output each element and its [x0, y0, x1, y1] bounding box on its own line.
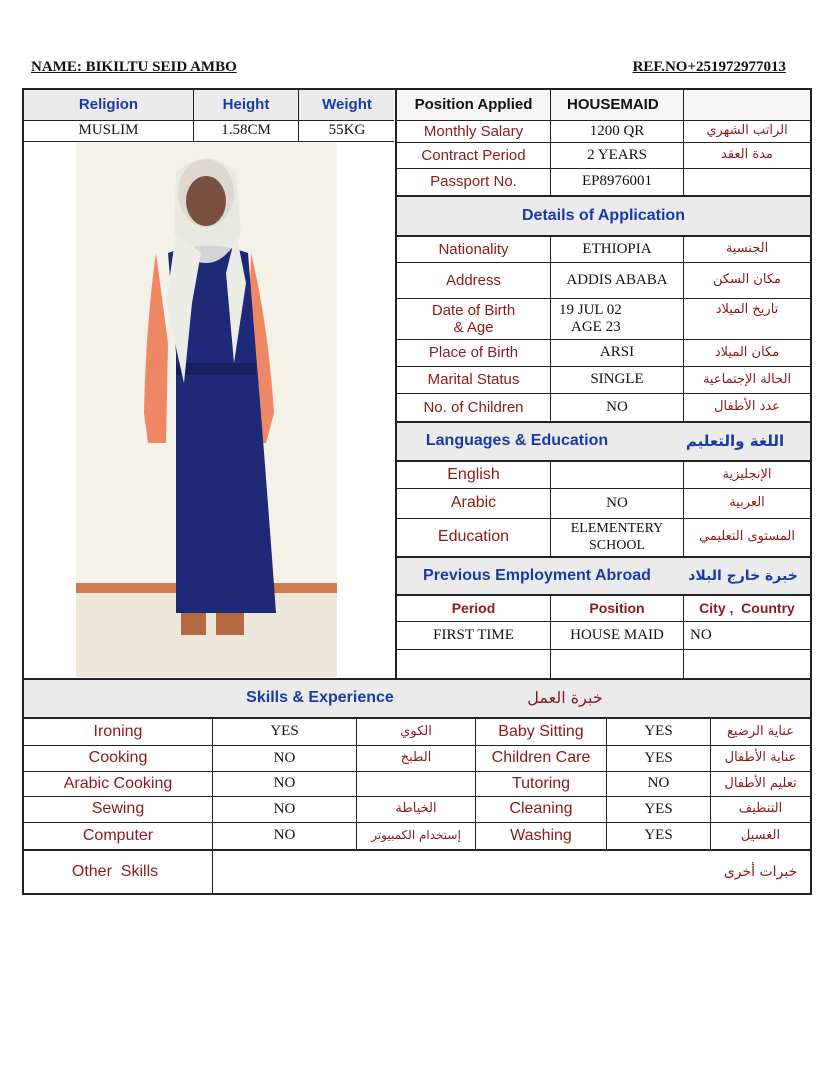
- cooking-label: Cooking: [88, 749, 148, 767]
- education-label: Education: [437, 528, 510, 546]
- salary-label: Monthly Salary: [423, 122, 524, 140]
- candidate-name: NAME: BIKILTU SEID AMBO: [31, 59, 237, 75]
- details-title: Details of Application: [522, 206, 685, 224]
- cooking-value: NO: [273, 749, 296, 766]
- position-applied-label: Position Applied: [414, 96, 533, 114]
- english-label: English: [447, 465, 500, 483]
- address-arabic: مكان السكن: [712, 272, 782, 288]
- address-value: ADDIS ABABA: [566, 271, 668, 288]
- religion-label: Religion: [78, 96, 139, 114]
- education-arabic: المستوى التعليمي: [699, 529, 795, 545]
- washing-arabic: الغسيل: [740, 827, 781, 843]
- country-value: NO: [690, 626, 712, 643]
- baby-sitting-value: YES: [644, 723, 673, 740]
- english-arabic: الإنجليزية: [722, 466, 772, 482]
- sewing-arabic: الخياطة: [395, 801, 437, 817]
- period-value: FIRST TIME: [433, 626, 514, 643]
- passport-value: EP8976001: [581, 173, 652, 190]
- nationality-label: Nationality: [438, 240, 509, 258]
- passport-label: Passport No.: [430, 173, 517, 191]
- marital-label: Marital Status: [427, 371, 520, 389]
- position-applied-value: HOUSEMAID: [567, 96, 659, 114]
- skills-title: Skills & Experience: [246, 689, 394, 707]
- dob-label-line2: & Age: [453, 319, 494, 336]
- other-skills-arabic: خبرات أخرى: [723, 863, 798, 880]
- nationality-arabic: الجنسية: [725, 241, 769, 257]
- children-care-arabic: عناية الأطفال: [724, 750, 797, 766]
- education-value-line1: ELEMENTERY: [570, 521, 664, 537]
- computer-label: Computer: [82, 826, 154, 844]
- arabic-label: Arabic: [450, 494, 497, 512]
- weight-value: 55KG: [328, 122, 366, 139]
- candidate-photo: [76, 143, 337, 677]
- skills-title-arabic: خبرة العمل: [527, 688, 603, 708]
- cleaning-label: Cleaning: [509, 800, 573, 818]
- employment-title: Previous Employment Abroad: [423, 566, 651, 584]
- tutoring-label: Tutoring: [511, 774, 571, 792]
- english-value: [551, 462, 683, 488]
- pob-arabic: مكان الميلاد: [714, 344, 780, 360]
- children-care-label: Children Care: [491, 749, 591, 767]
- pob-label: Place of Birth: [428, 344, 519, 362]
- computer-value: NO: [273, 827, 296, 844]
- education-value-line2: SCHOOL: [588, 537, 645, 553]
- cleaning-value: YES: [644, 800, 673, 817]
- employment-title-arabic: خبرة خارج البلاد: [688, 567, 798, 584]
- height-label: Height: [222, 96, 270, 114]
- computer-arabic: إستخدام الكمبيوتر: [371, 828, 461, 843]
- sewing-label: Sewing: [91, 800, 145, 818]
- religion-value: MUSLIM: [78, 122, 139, 139]
- marital-value: SINGLE: [590, 371, 644, 388]
- position-header: Position: [589, 600, 645, 617]
- children-value: NO: [606, 398, 628, 415]
- baby-sitting-label: Baby Sitting: [498, 722, 584, 740]
- languages-title-arabic: اللغة والتعليم: [685, 431, 785, 450]
- salary-arabic: الراتب الشهري: [706, 123, 788, 139]
- children-label: No. of Children: [423, 398, 524, 416]
- cleaning-arabic: التنظيف: [738, 801, 783, 817]
- dob-label-line1: Date of Birth: [431, 301, 516, 319]
- ironing-arabic: الكوي: [400, 723, 432, 739]
- contract-value: 2 YEARS: [587, 146, 647, 163]
- arabic-arabic: العربية: [729, 495, 765, 511]
- country-header: City , Country: [699, 600, 795, 617]
- address-label: Address: [445, 271, 502, 289]
- sewing-value: NO: [273, 800, 296, 817]
- baby-sitting-arabic: عناية الرضيع: [727, 723, 794, 739]
- dob-value-age: AGE 23: [571, 319, 621, 335]
- washing-label: Washing: [510, 826, 572, 844]
- washing-value: YES: [644, 827, 673, 844]
- cooking-arabic: الطبخ: [400, 750, 432, 766]
- children-arabic: عدد الأطفال: [714, 399, 780, 415]
- tutoring-arabic: تعليم الأطفال: [724, 775, 797, 791]
- dob-value-date: 19 JUL 02: [559, 301, 622, 318]
- ironing-value: YES: [270, 723, 299, 740]
- dob-arabic: تاريخ الميلاد: [715, 301, 779, 317]
- dob-label: [397, 299, 550, 339]
- position-value: HOUSE MAID: [570, 626, 664, 643]
- pob-value: ARSI: [599, 344, 635, 361]
- other-skills-label: Other Skills: [71, 862, 159, 880]
- children-care-value: YES: [644, 749, 673, 766]
- tutoring-value: NO: [647, 775, 670, 792]
- arabic-cooking-value: NO: [273, 775, 296, 792]
- nationality-value: ETHIOPIA: [582, 240, 652, 257]
- height-value: 1.58CM: [221, 122, 271, 139]
- ironing-label: Ironing: [93, 722, 143, 740]
- salary-value: 1200 QR: [589, 122, 645, 139]
- rule: [396, 649, 810, 650]
- arabic-cooking-label: Arabic Cooking: [63, 774, 173, 792]
- reference-number: REF.NO+251972977013: [632, 59, 786, 75]
- rule: [24, 141, 394, 142]
- languages-title: Languages & Education: [425, 432, 609, 450]
- education-value: [551, 519, 683, 556]
- contract-arabic: مدة العقد: [721, 147, 773, 163]
- dob-value: [551, 299, 683, 339]
- weight-label: Weight: [322, 96, 372, 114]
- marital-arabic: الحالة الإجتماعية: [702, 371, 792, 387]
- contract-label: Contract Period: [421, 146, 526, 164]
- period-header: Period: [451, 600, 496, 617]
- arabic-value: NO: [606, 494, 628, 511]
